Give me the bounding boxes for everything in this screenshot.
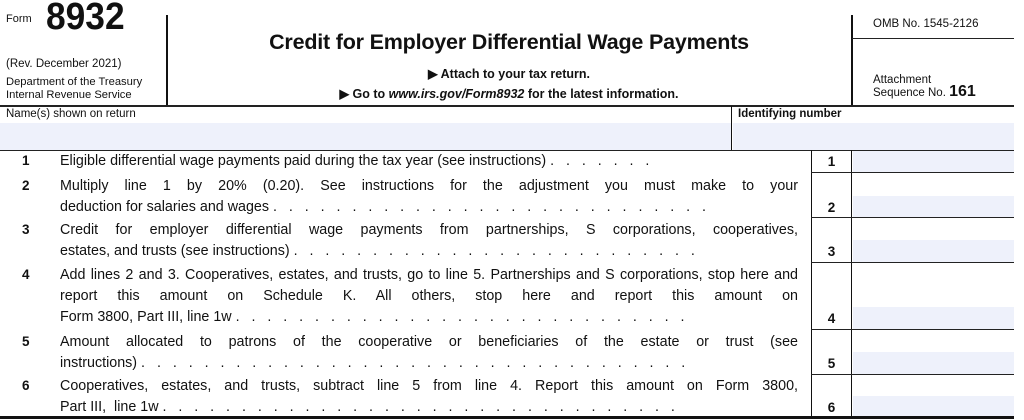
irs-link[interactable]: www.irs.gov/Form8932 — [388, 87, 525, 101]
leader-dots: . . . . . . . — [546, 153, 650, 169]
row-rule-3 — [811, 262, 1014, 263]
leader-dots: . . . . . . . . . . . . . . . . . . . . . . . . . . . . — [269, 199, 706, 215]
line-box-number: 5 — [827, 356, 836, 371]
sequence-label: Sequence No. — [873, 87, 950, 99]
line-number: 5 — [22, 334, 30, 349]
line-number: 4 — [22, 267, 30, 282]
line-text: Amount allocated to patrons of the cooperative or beneficiaries of the estate or trust (see — [60, 334, 798, 350]
line-text-last: estates, and trusts (see instructions) — [60, 243, 290, 259]
amount-field-line-3[interactable] — [853, 240, 1014, 262]
leader-dots: . . . . . . . . . . . . . . . . . . . . . . . . . . — [289, 243, 695, 259]
line-description — [60, 176, 798, 218]
line-text-last: deduction for salaries and wages — [60, 199, 270, 215]
row-rule-2 — [811, 217, 1014, 218]
amount-field-line-2[interactable] — [853, 196, 1014, 218]
box-column-left-rule — [811, 150, 812, 418]
leader-dots: . . . . . . . . . . . . . . . . . . . . . . . . . . . . . — [231, 309, 685, 325]
line-number: 6 — [22, 378, 30, 393]
website-instruction-prefix: ▶ Go to — [339, 87, 389, 101]
row-rule-5 — [811, 374, 1014, 375]
omb-number: OMB No. 1545-2126 — [873, 18, 979, 30]
omb-divider — [852, 38, 1014, 39]
attachment-label: Attachment — [873, 74, 932, 86]
line-description — [60, 265, 798, 328]
line-text: Eligible differential wage payments paid during the tax year (see instructions) — [60, 153, 547, 169]
line-box-number: 6 — [827, 400, 836, 415]
line-box-number: 3 — [827, 244, 836, 259]
line-box-number: 4 — [827, 311, 836, 326]
header-bottom-rule — [0, 105, 1014, 107]
amount-field-line-6[interactable] — [853, 396, 1014, 416]
form-bottom-rule — [0, 416, 1014, 419]
row-rule-4 — [811, 329, 1014, 330]
line-description — [60, 220, 798, 262]
form-number: 8932 — [46, 0, 125, 38]
amount-field-line-4[interactable] — [853, 307, 1014, 330]
leader-dots: . . . . . . . . . . . . . . . . . . . . . . . . . . . . . . . . . — [158, 399, 675, 415]
name-field[interactable] — [0, 123, 731, 150]
line-number: 2 — [22, 178, 30, 193]
sequence-number: 161 — [949, 83, 976, 100]
line-text-last: Form 3800, Part III, line 1w — [60, 309, 232, 325]
line-text-last: instructions) — [60, 355, 138, 371]
form-title: Credit for Employer Differential Wage Payments — [269, 30, 749, 54]
box-column-right-rule — [851, 150, 852, 418]
issuing-agency — [6, 76, 142, 102]
line-box-number: 2 — [827, 200, 836, 215]
row-rule-1 — [811, 172, 1014, 173]
agency-name: Internal Revenue Service — [6, 89, 132, 101]
line-text-last: Part III, line 1w — [60, 399, 159, 415]
leader-dots: . . . . . . . . . . . . . . . . . . . . . . . . . . . . . . . . . . . — [137, 355, 686, 371]
line-number: 1 — [22, 153, 30, 168]
line-description — [60, 332, 798, 374]
line-description — [60, 376, 798, 418]
revision-date: (Rev. December 2021) — [6, 58, 122, 70]
line-text: Add lines 2 and 3. Cooperatives, estates, and trusts, go to line 5. Partnerships and S corporations, stop here and report this amount on Schedule K. All others, stop here and report this amount on — [60, 267, 798, 304]
amount-field-line-1[interactable] — [853, 151, 1014, 172]
name-label: Name(s) shown on return — [6, 108, 136, 120]
line-text: Cooperatives, estates, and trusts, subtract line 5 from line 4. Report this amount on Form 3800, — [60, 378, 798, 394]
identifying-number-field[interactable] — [733, 123, 1014, 150]
line-number: 3 — [22, 222, 30, 237]
id-divider — [731, 106, 732, 150]
line-box-number: 1 — [827, 154, 836, 169]
website-instruction-suffix: for the latest information. — [524, 87, 679, 101]
identifying-number-label: Identifying number — [738, 108, 842, 120]
line-description — [60, 151, 798, 172]
attachment-sequence — [873, 74, 976, 99]
attach-instruction: ▶ Attach to your tax return. — [428, 67, 590, 81]
amount-field-line-5[interactable] — [853, 352, 1014, 374]
line-text: Credit for employer differential wage payments from partnerships, S corporations, cooperatives, — [60, 222, 798, 238]
form-word: Form — [6, 13, 32, 25]
department-name: Department of the Treasury — [6, 76, 143, 88]
line-text: Multiply line 1 by 20% (0.20). See instructions for the adjustment you must make to your — [60, 178, 798, 194]
website-instruction — [166, 86, 852, 101]
